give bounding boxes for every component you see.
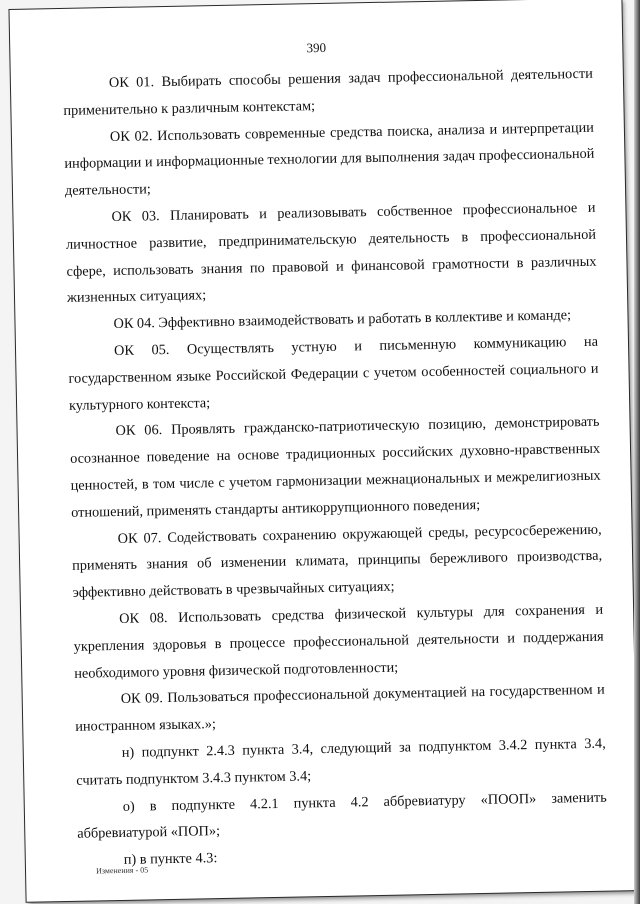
paragraph-ok-02: ОК 02. Использовать современные средства поиска, анализа и интерпретации информации и информационные технологии для выполнения задач профессиональной деятельности; (64, 119, 595, 200)
scan-edge-shadow (634, 0, 640, 904)
paragraph-ok-05: ОК 05. Осуществлять устную и письменную коммуникацию на государственном языке Российской Федерации с учетом особенностей социального и культурного контекста; (68, 333, 599, 414)
paragraph-item-o: о) в подпункте 4.2.1 пункта 4.2 аббревиатуру «ПООП» заменить аббревиатурой «ПОП»; (77, 789, 607, 843)
paragraph-ok-01: ОК 01. Выбирать способы решения задач профессиональной деятельности применительно к различным контекстам; (63, 65, 593, 119)
paragraph-ok-06: ОК 06. Проявлять гражданско-патриотическую позицию, демонстрировать осознанное поведение на основе традиционных российских духовно-нравственных ценностей, в том числе с учетом гармонизации межнациональных и межрелигиозных отношений, применять стандарты антикоррупционного поведения; (69, 414, 601, 521)
paragraph-ok-08: ОК 08. Использовать средства физической культуры для сохранения и укрепления здоровья в процессе профессиональной деятельности и поддержания необходимого уровня физической подготовленности; (73, 601, 604, 682)
document-body (63, 61, 608, 875)
paragraph-ok-03: ОК 03. Планировать и реализовывать собственное профессиональное и личностное развитие, предпринимательскую деятельность в профессиональной сфере, использовать знания по правовой и финансовой грамотности в различных жизненных ситуациях; (65, 199, 597, 307)
paragraph-item-n: н) подпункт 2.4.3 пункта 3.4, следующий за подпунктом 3.4.2 пункта 3.4, считать подпунктом 3.4.3 пунктом 3.4; (76, 735, 606, 789)
document-page (9, 0, 638, 902)
page-number: 390 (306, 39, 327, 56)
paragraph-ok-09: ОК 09. Пользоваться профессиональной документацией на государственном и иностранном языках.»; (75, 681, 605, 735)
paragraph-item-p: п) в пункте 4.3: (123, 850, 218, 869)
footer-revision-note: Изменения - 05 (95, 865, 149, 876)
paragraph-ok-07: ОК 07. Содействовать сохранению окружающей среды, ресурсосбережению, применять знания об изменении климата, принципы бережливого производства, эффективно действовать в чрезвычайных ситуациях; (72, 521, 603, 601)
paragraph-ok-04: ОК 04. Эффективно взаимодействовать и работать в коллективе и команде; (113, 307, 572, 333)
